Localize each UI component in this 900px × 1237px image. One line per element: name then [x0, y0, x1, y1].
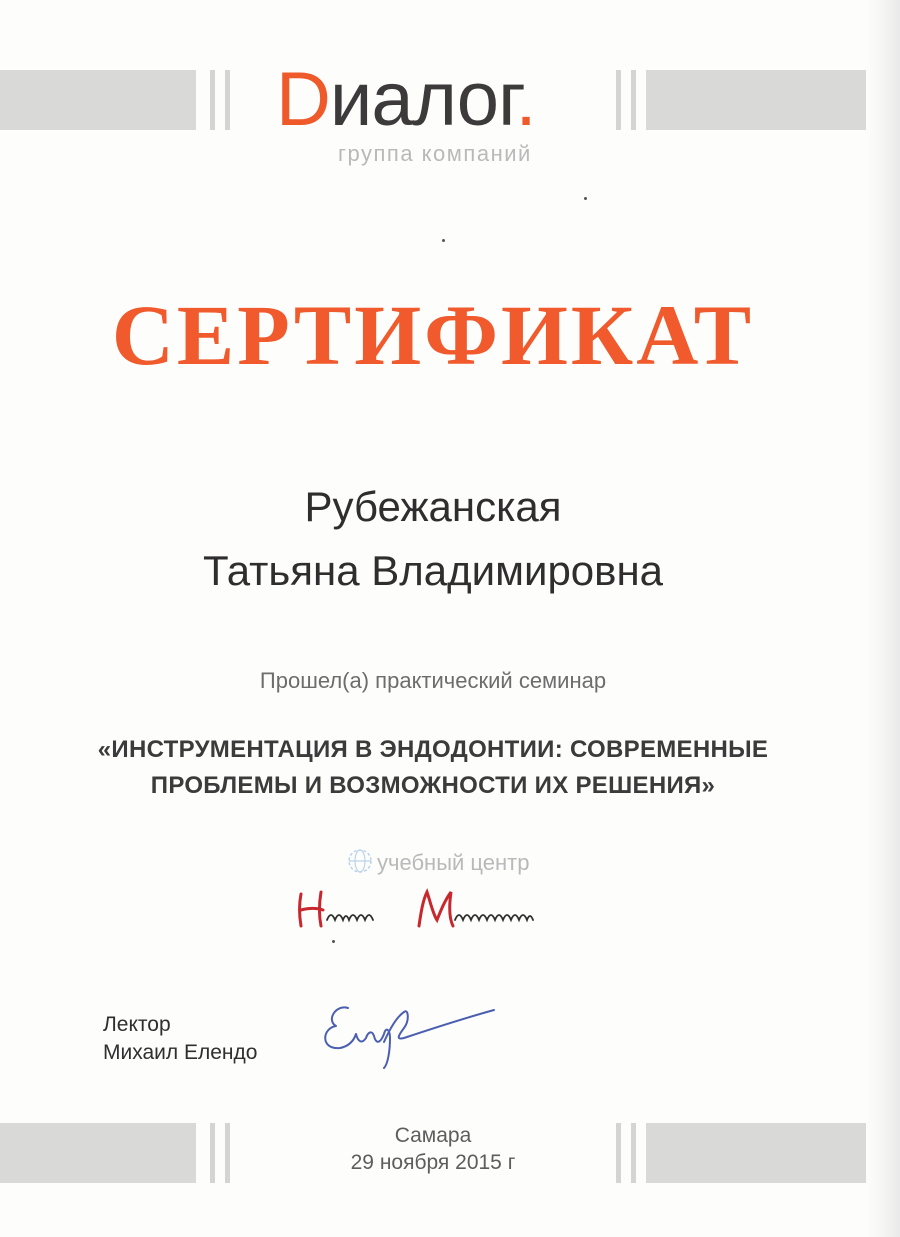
logo-letter-d: D [276, 57, 330, 142]
logo-dot: . [515, 57, 536, 142]
issue-city: Самара [394, 1124, 472, 1147]
top-band-right-stripe [631, 70, 636, 130]
dialog-logo [276, 55, 596, 175]
globe-icon [347, 848, 373, 874]
top-band-left-stripe [225, 70, 230, 130]
logo-wordmark [276, 55, 536, 145]
recipient-given-names: Татьяна Владимировна [202, 547, 664, 594]
lector-role: Лектор [103, 1013, 171, 1036]
top-band-left-block [0, 70, 196, 130]
scan-edge-shadow [866, 0, 900, 1237]
issue-date: 29 ноября 2015 г [350, 1151, 516, 1174]
passed-seminar-text: Прошел(а) практический семинар [259, 668, 607, 693]
logo-subtitle: группа компаний [338, 141, 532, 166]
certificate-title: СЕРТИФИКАТ [111, 287, 755, 383]
seminar-title-line-1: «ИНСТРУМЕНТАЦИЯ В ЭНДОДОНТИИ: СОВРЕМЕННЫЕ [97, 736, 769, 763]
scan-speck [332, 940, 335, 943]
scan-speck [584, 197, 587, 200]
training-center-script-name [291, 882, 591, 932]
training-center-logo [285, 840, 585, 930]
training-center-label: учебный центр [377, 850, 530, 875]
logo-word: иалог [329, 57, 516, 142]
lector-name: Михаил Елендо [103, 1041, 258, 1064]
top-band-right-block [646, 70, 866, 130]
scan-speck [442, 239, 445, 242]
recipient-surname: Рубежанская [304, 483, 562, 530]
top-band-right-stripe [616, 70, 621, 130]
top-band-left-stripe [210, 70, 215, 130]
lector-signature [318, 990, 508, 1070]
seminar-title-line-2: ПРОБЛЕМЫ И ВОЗМОЖНОСТИ ИХ РЕШЕНИЯ» [150, 772, 716, 799]
